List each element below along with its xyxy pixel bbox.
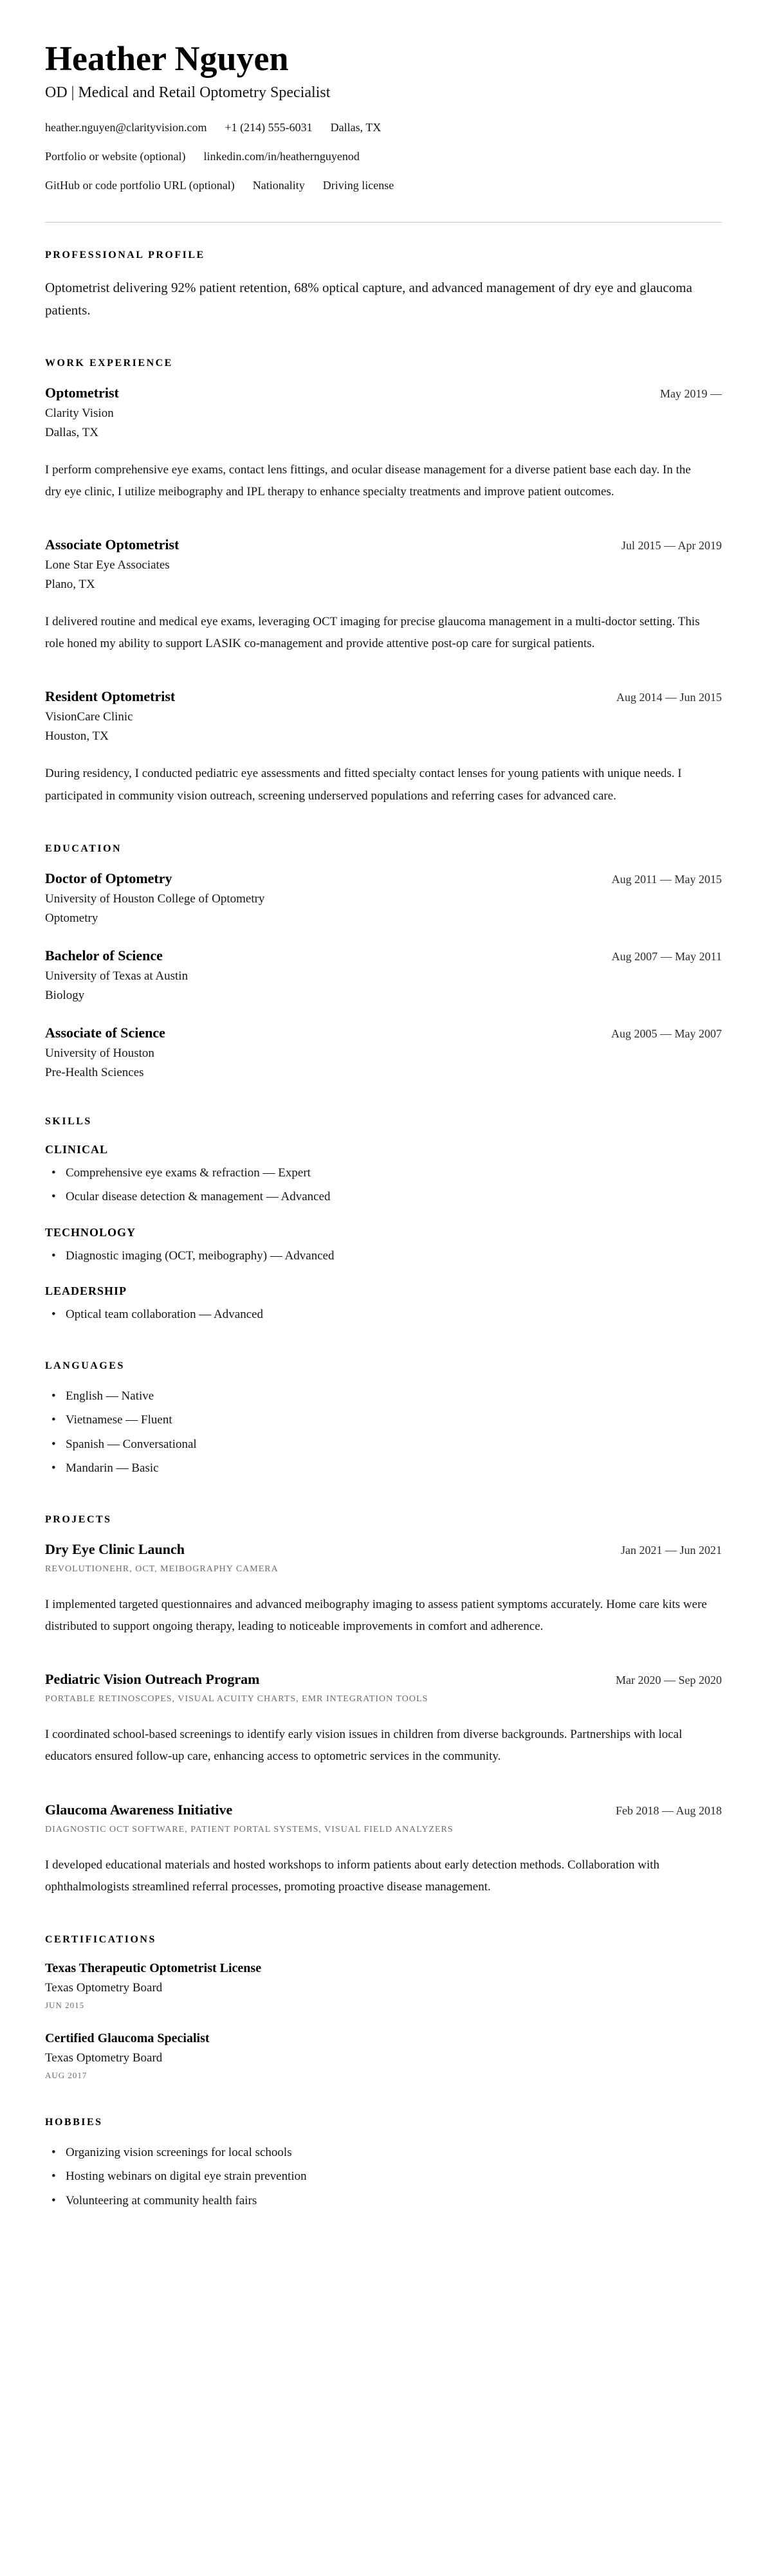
education-entry (45, 947, 722, 1003)
education-entry-head (45, 947, 722, 964)
degree-dates: Aug 2005 — May 2007 (611, 1027, 722, 1040)
candidate-headline: OD | Medical and Retail Optometry Specialist (45, 84, 331, 102)
education-entry-head (45, 1025, 722, 1041)
profile-summary: Optometrist delivering 92% patient retention, 68% optical capture, and advanced management of dry eye and glaucoma patients. (45, 280, 692, 318)
job-title: Associate Optometrist (45, 536, 179, 553)
skill-item: • Comprehensive eye exams & refraction — Expert (49, 1164, 722, 1183)
section-certifications (45, 1934, 722, 2081)
certification-name: Texas Therapeutic Optometrist License (45, 1960, 262, 1975)
degree-field: Pre-Health Sciences (45, 1065, 144, 1079)
project-entry (45, 1802, 722, 1898)
certification-issuer: Texas Optometry Board (45, 2051, 163, 2065)
work-entry (45, 385, 722, 503)
skill-item: • Optical team collaboration — Advanced (49, 1306, 722, 1324)
project-entry-head (45, 1802, 722, 1818)
job-location: Dallas, TX (45, 425, 99, 439)
project-title: Dry Eye Clinic Launch (45, 1540, 185, 1557)
degree-title: Bachelor of Science (45, 947, 163, 964)
work-entry-head (45, 536, 722, 553)
header-divider (45, 222, 722, 223)
project-title: Pediatric Vision Outreach Program (45, 1671, 260, 1688)
project-title: Glaucoma Awareness Initiative (45, 1801, 233, 1818)
skill-item: • Diagnostic imaging (OCT, meibography) — Advanced (49, 1247, 722, 1266)
degree-title: Doctor of Optometry (45, 870, 172, 886)
skill-item: • Ocular disease detection & management — Advanced (49, 1188, 722, 1207)
language-list (45, 1387, 722, 1478)
degree-field: Optometry (45, 911, 98, 925)
skill-category: CLINICAL (45, 1142, 109, 1156)
project-dates: Jan 2021 — Jun 2021 (621, 1543, 722, 1557)
job-company: VisionCare Clinic (45, 710, 133, 724)
skill-category: LEADERSHIP (45, 1284, 127, 1298)
section-heading-projects: PROJECTS (45, 1513, 112, 1525)
section-projects (45, 1514, 722, 1898)
skill-list (45, 1306, 722, 1324)
section-professional-profile (45, 250, 722, 321)
contact-row-1 (45, 121, 722, 134)
degree-title: Associate of Science (45, 1024, 165, 1041)
job-title: Optometrist (45, 384, 119, 401)
degree-school: University of Houston (45, 1046, 154, 1060)
project-dates: Mar 2020 — Sep 2020 (616, 1674, 722, 1687)
section-heading-skills: SKILLS (45, 1115, 92, 1127)
section-work-experience (45, 358, 722, 807)
certification-entry (45, 2031, 722, 2081)
contact-phone: +1 (214) 555-6031 (225, 121, 313, 134)
project-description: I implemented targeted questionnaires and advanced meibography imaging to assess patient symptoms accurately. Home care kits were distributed to support ongoing therapy, leading to noticeable improvements in comfort and adherence. (45, 1597, 707, 1633)
project-tools: DIAGNOSTIC OCT SOFTWARE, PATIENT PORTAL SYSTEMS, VISUAL FIELD ANALYZERS (45, 1824, 454, 1834)
work-entry (45, 536, 722, 655)
section-languages (45, 1360, 722, 1478)
section-heading-education: EDUCATION (45, 843, 122, 854)
section-heading-hobbies: HOBBIES (45, 2116, 103, 2128)
contact-linkedin: linkedin.com/in/heathernguyenod (203, 150, 360, 163)
contact-website: Portfolio or website (optional) (45, 150, 186, 163)
certification-name: Certified Glaucoma Specialist (45, 2031, 210, 2045)
section-heading-work: WORK EXPERIENCE (45, 357, 173, 369)
degree-dates: Aug 2011 — May 2015 (611, 872, 722, 886)
job-title: Resident Optometrist (45, 688, 176, 705)
hobby-item: • Hosting webinars on digital eye strain prevention (49, 2168, 722, 2186)
project-entry-head (45, 1671, 722, 1688)
job-dates: May 2019 — (660, 387, 722, 400)
project-description: I coordinated school-based screenings to identify early vision issues in children from diverse backgrounds. Partnerships with local educators ensured follow-up care, enhancing access to optometric services in the community. (45, 1728, 683, 1764)
section-skills (45, 1116, 722, 1324)
education-entry (45, 1025, 722, 1080)
project-entry (45, 1671, 722, 1768)
certification-date: AUG 2017 (45, 2070, 87, 2080)
certification-entry (45, 1961, 722, 2011)
section-hobbies (45, 2117, 722, 2211)
skill-list (45, 1247, 722, 1266)
contact-location: Dallas, TX (330, 121, 381, 134)
section-heading-languages: LANGUAGES (45, 1360, 125, 1371)
contact-github: GitHub or code portfolio URL (optional) (45, 179, 235, 192)
resume-header (45, 40, 722, 192)
language-item: • English — Native (49, 1387, 722, 1406)
work-entry-head (45, 385, 722, 401)
job-dates: Aug 2014 — Jun 2015 (616, 691, 722, 704)
project-tools: PORTABLE RETINOSCOPES, VISUAL ACUITY CHARTS, EMR INTEGRATION TOOLS (45, 1694, 428, 1704)
skill-list (45, 1164, 722, 1207)
education-entry-head (45, 870, 722, 887)
job-location: Plano, TX (45, 578, 95, 592)
section-heading-profile: PROFESSIONAL PROFILE (45, 250, 205, 261)
project-entry-head (45, 1541, 722, 1558)
contact-driving-license: Driving license (322, 179, 394, 192)
hobby-item: • Volunteering at community health fairs (49, 2192, 722, 2211)
skill-category: TECHNOLOGY (45, 1225, 136, 1239)
language-item: • Vietnamese — Fluent (49, 1411, 722, 1430)
project-entry (45, 1541, 722, 1638)
project-dates: Feb 2018 — Aug 2018 (615, 1804, 722, 1817)
certification-date: JUN 2015 (45, 2000, 85, 2010)
job-company: Clarity Vision (45, 406, 114, 420)
work-entry-head (45, 688, 722, 705)
education-entry (45, 870, 722, 926)
contact-row-3 (45, 179, 722, 192)
degree-school: University of Houston College of Optometry (45, 891, 265, 906)
hobby-item: • Organizing vision screenings for local schools (49, 2144, 722, 2162)
contact-email: heather.nguyen@clarityvision.com (45, 121, 207, 134)
candidate-name: Heather Nguyen (45, 39, 289, 78)
degree-dates: Aug 2007 — May 2011 (611, 949, 722, 963)
job-location: Houston, TX (45, 729, 109, 744)
job-company: Lone Star Eye Associates (45, 558, 170, 572)
degree-school: University of Texas at Austin (45, 969, 188, 983)
work-entry (45, 688, 722, 807)
section-heading-certifications: CERTIFICATIONS (45, 1933, 156, 1945)
hobby-list (45, 2144, 722, 2211)
contact-row-2 (45, 150, 722, 163)
certification-issuer: Texas Optometry Board (45, 1980, 163, 1995)
project-description: I developed educational materials and hosted workshops to inform patients about early detection methods. Collaboration with ophthalmologists streamlined referral processes, promoting proactive disease management. (45, 1858, 660, 1894)
section-education (45, 843, 722, 1080)
job-description: I perform comprehensive eye exams, contact lens fittings, and ocular disease management for a diverse patient base each day. In the dry eye clinic, I utilize meibography and IPL therapy to enhance specialty treatments and improve patient outcomes. (45, 462, 691, 498)
language-item: • Spanish — Conversational (49, 1436, 722, 1454)
job-dates: Jul 2015 — Apr 2019 (621, 539, 722, 553)
job-description: I delivered routine and medical eye exams, leveraging OCT imaging for precise glaucoma management in a multi-doctor setting. This role honed my ability to support LASIK co-management and provide attentive post-op care for surgical patients. (45, 615, 700, 651)
degree-field: Biology (45, 988, 85, 1002)
language-item: • Mandarin — Basic (49, 1459, 722, 1478)
job-description: During residency, I conducted pediatric eye assessments and fitted specialty contact lenses for young patients with unique needs. I participated in community vision outreach, screening underserved populations and referring cases for advanced care. (45, 767, 682, 803)
contact-nationality: Nationality (252, 179, 305, 192)
project-tools: REVOLUTIONEHR, OCT, MEIBOGRAPHY CAMERA (45, 1564, 279, 1574)
